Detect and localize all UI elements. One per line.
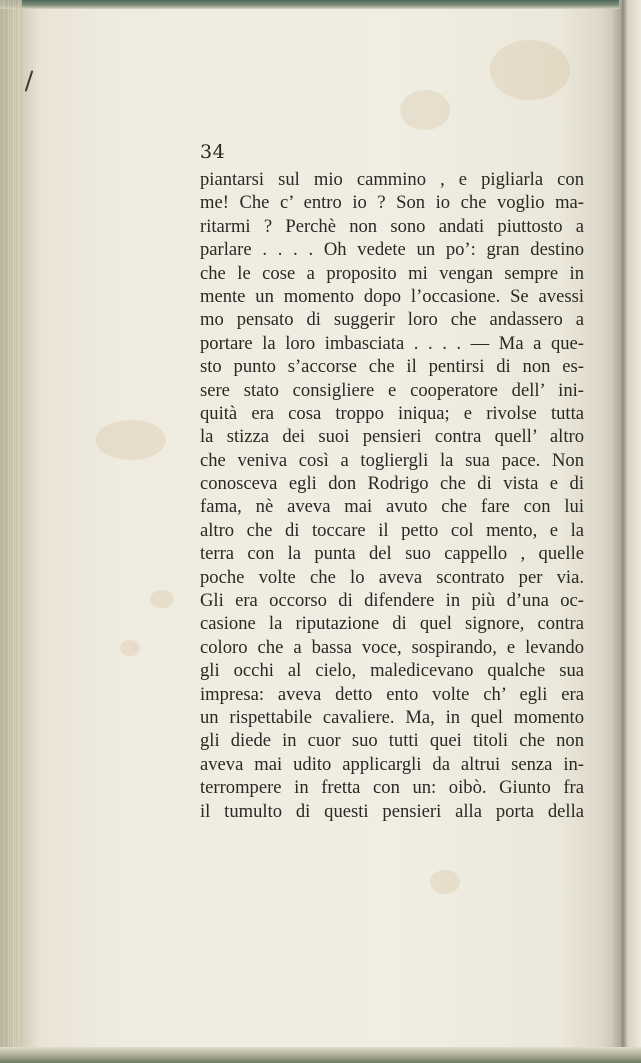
- body-text: [200, 168, 584, 823]
- pencil-mark: [25, 70, 34, 92]
- text-line: mente un momento dopo l’occasione. Se avessi: [200, 285, 584, 307]
- text-line: gli occhi al cielo, maledicevano qualche sua: [200, 660, 584, 682]
- text-line: piantarsi sul mio cammino , e pigliarla con: [200, 169, 584, 190]
- text-line: poche volte che lo aveva scontrato per via.: [200, 566, 584, 588]
- foxing-stain: [490, 40, 570, 100]
- foxing-stain: [430, 870, 460, 894]
- text-line: Gli era occorso di difendere in più d’una oc-: [200, 590, 584, 612]
- text-line: coloro che a bassa voce, sospirando, e levando: [200, 636, 584, 658]
- cover-edge-top: [0, 0, 641, 9]
- text-line: quità era cosa troppo iniqua; e rivolse tutta: [200, 402, 584, 424]
- foxing-stain: [120, 640, 140, 656]
- text-line: mo pensato di suggerir loro che andassero a: [200, 309, 584, 331]
- text-line: conosceva egli don Rodrigo che di vista e di: [200, 473, 584, 495]
- text-line: sere stato consigliere e cooperatore dell’ ini-: [200, 379, 584, 401]
- text-line: che le cose a proposito mi vengan sempre in: [200, 262, 584, 284]
- text-line: fama, nè aveva mai avuto che fare con lui: [200, 496, 584, 518]
- binding-fold: [619, 0, 641, 1063]
- text-line: altro che di toccare il petto col mento, e la: [200, 519, 584, 541]
- text-line: ritarmi ? Perchè non sono andati piuttosto a: [200, 215, 584, 237]
- text-line: la stizza dei suoi pensieri contra quell’ altro: [200, 426, 584, 448]
- text-line: che veniva così a togliergli la sua pace. Non: [200, 449, 584, 471]
- text-line: terrompere in fretta con un: oibò. Giunto fra: [200, 777, 584, 799]
- page-edges-left: [0, 0, 22, 1063]
- foxing-stain: [96, 420, 166, 460]
- text-line: aveva mai udito applicargli da altrui senza in-: [200, 753, 584, 775]
- text-line: terra con la punta del suo cappello , quelle: [200, 543, 584, 565]
- text-line: il tumulto di questi pensieri alla porta della: [200, 800, 584, 822]
- page-number: 34: [200, 141, 226, 163]
- text-line: gli diede in cuor suo tutti quei titoli che non: [200, 730, 584, 752]
- text-line: me! Che c’ entro io ? Son io che voglio ma-: [200, 192, 584, 214]
- text-line: sto punto s’accorse che il pentirsi di non es-: [200, 356, 584, 378]
- text-line: un rispettabile cavaliere. Ma, in quel momento: [200, 706, 584, 728]
- cover-edge-bottom: [0, 1047, 641, 1063]
- text-line: casione la riputazione di quel signore, contra: [200, 613, 584, 635]
- text-line: portare la loro imbasciata . . . . — Ma a que-: [200, 332, 584, 354]
- text-line: impresa: aveva detto ento volte ch’ egli era: [200, 683, 584, 705]
- text-line: parlare . . . . Oh vedete un po’: gran destino: [200, 239, 584, 261]
- foxing-stain: [150, 590, 174, 608]
- foxing-stain: [400, 90, 450, 130]
